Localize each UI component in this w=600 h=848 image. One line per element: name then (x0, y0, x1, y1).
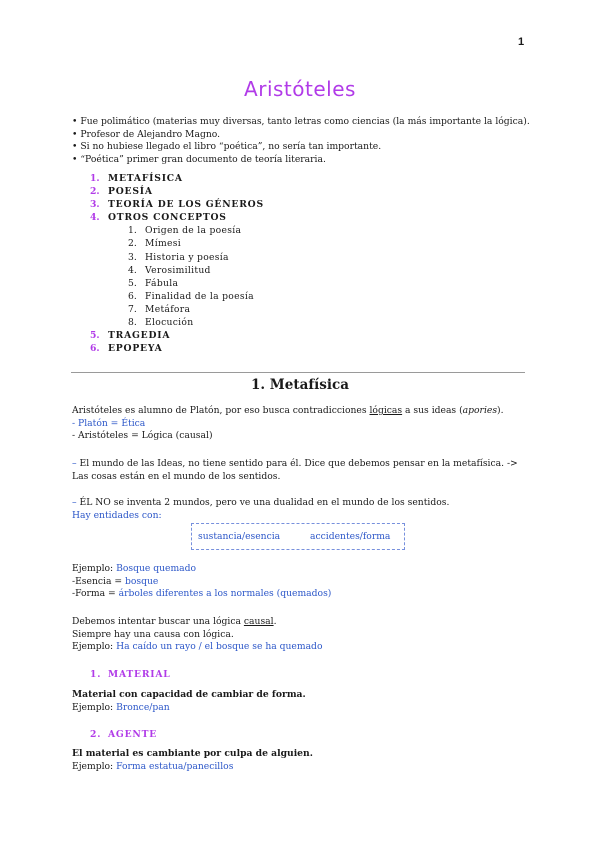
toc-number: 6. (90, 343, 100, 355)
forma-label: -Forma = (72, 588, 119, 600)
toc-sublabel: Verosimilitud (145, 264, 211, 276)
platon-value: Ética (121, 417, 146, 429)
esencia-value: bosque (124, 575, 159, 587)
toc-label: EPOPEYA (108, 343, 163, 355)
toc-subitem (90, 290, 264, 303)
bullet-item: • “Poética” primer gran documento de teoría literaria. (72, 154, 326, 166)
toc-subnumber: 7. (128, 303, 137, 315)
toc-sublabel: Mímesi (145, 238, 181, 250)
intro-text-b: a sus ideas ( (402, 405, 463, 416)
example-block (72, 563, 532, 601)
logic-text-a: Debemos intentar buscar una lógica (72, 616, 244, 627)
example-label: Ejemplo: (72, 701, 117, 713)
toc-sublabel: Origen de la poesía (145, 225, 242, 237)
toc-sublabel: Finalidad de la poesía (145, 290, 254, 302)
toc-subitem (90, 277, 264, 290)
toc-subnumber: 1. (128, 225, 137, 237)
logic-underlined: causal (243, 616, 274, 627)
toc-subnumber: 3. (128, 251, 137, 263)
aristoteles-line: - Aristóteles = Lógica (causal) (72, 430, 213, 442)
dash: – (72, 458, 77, 469)
table-of-contents (90, 172, 264, 355)
toc-label: TEORÍA DE LOS GÉNEROS (108, 199, 264, 211)
toc-subnumber: 6. (128, 290, 137, 302)
example-value: Ha caído un rayo / el bosque se ha quemado (116, 641, 323, 653)
toc-number: 4. (90, 212, 100, 224)
intro-text-c: ). (497, 405, 504, 416)
page-title: Aristóteles (244, 77, 356, 101)
intro-text-a: Aristóteles es alumno de Platón, por eso busca contradicciones (72, 405, 370, 416)
example-value: Bronce/pan (116, 701, 170, 713)
subheading-agente (90, 729, 157, 740)
intro-line (72, 405, 532, 418)
toc-subnumber: 2. (128, 238, 137, 250)
paragraph-text: ÉL NO se inventa 2 mundos, pero ve una dualidad en el mundo de los sentidos. (76, 497, 450, 508)
toc-item (90, 198, 264, 211)
toc-label: POESÍA (108, 186, 153, 198)
platon-line (72, 418, 532, 431)
toc-subitem (90, 251, 264, 264)
toc-item (90, 342, 264, 355)
section-divider (71, 372, 525, 373)
intro-bullets (72, 116, 530, 167)
subheading-number: 2. (90, 729, 102, 740)
entities-box (191, 523, 405, 550)
toc-item (90, 211, 264, 224)
agente-bold-line: El material es cambiante por culpa de alguien. (72, 748, 313, 759)
toc-subitem (90, 224, 264, 237)
bullet-item: • Profesor de Alejandro Magno. (72, 128, 221, 140)
paragraph-dualidad (72, 497, 532, 510)
logic-text-b: . (273, 616, 277, 627)
platon-label: - Platón = (72, 417, 122, 429)
example-value: Bosque quemado (116, 563, 197, 574)
box-left-text: sustancia/esencia (198, 531, 281, 542)
box-right-text: accidentes/forma (310, 531, 391, 542)
toc-label: TRAGEDIA (108, 330, 171, 342)
example-label: Ejemplo: (72, 760, 117, 772)
intro-italic: apories (462, 405, 498, 416)
bullet-item: • Fue polimático (materias muy diversas, tanto letras como ciencias (la más importante la lógica). (72, 116, 530, 127)
material-block (72, 689, 532, 714)
toc-subnumber: 5. (128, 277, 137, 289)
forma-line (72, 588, 532, 601)
toc-subitem (90, 316, 264, 329)
toc-number: 2. (90, 186, 100, 198)
toc-label: METAFÍSICA (108, 173, 183, 184)
subheading-label: AGENTE (108, 729, 158, 740)
toc-subitem (90, 303, 264, 316)
example-line-2 (72, 641, 532, 654)
toc-subnumber: 8. (128, 317, 137, 329)
toc-sublabel: Elocución (145, 317, 194, 329)
toc-number: 3. (90, 199, 100, 211)
material-example-line (72, 702, 532, 715)
agente-block (72, 748, 532, 773)
intro-underlined: lógicas (369, 405, 403, 416)
bullet-item: • Si no hubiese llegado el libro “poética”, no sería tan importante. (72, 141, 382, 153)
toc-number: 5. (90, 330, 100, 342)
subheading-number: 1. (90, 669, 102, 680)
subheading-label: MATERIAL (108, 669, 171, 680)
paragraph-text: El mundo de las Ideas, no tiene sentido para él. Dice que debemos pensar en la metafísica. -> Las cosas están en el mundo de los sentidos. (72, 458, 518, 482)
paragraph-ideas (72, 458, 532, 483)
toc-sublabel: Fábula (145, 277, 179, 289)
toc-number: 1. (90, 173, 100, 184)
toc-item (90, 329, 264, 342)
logic-line (72, 616, 532, 629)
toc-subnumber: 4. (128, 264, 137, 276)
dash: – (72, 497, 77, 508)
logic-line-2: Siempre hay una causa con lógica. (72, 628, 234, 640)
example-line (72, 563, 532, 576)
section-heading: 1. Metafísica (251, 377, 349, 393)
logic-block (72, 616, 532, 654)
agente-example-line (72, 761, 532, 774)
toc-item (90, 185, 264, 198)
example-label: Ejemplo: (72, 563, 117, 574)
material-bold-line: Material con capacidad de cambiar de forma. (72, 689, 306, 700)
example-label: Ejemplo: (72, 641, 117, 653)
toc-sublabel: Historia y poesía (145, 251, 229, 263)
example-value: Forma estatua/panecillos (116, 760, 234, 772)
entities-label: Hay entidades con: (72, 510, 162, 521)
subheading-material (90, 669, 171, 680)
intro-paragraph (72, 405, 532, 443)
esencia-label: -Esencia = (72, 575, 125, 587)
esencia-line (72, 576, 532, 589)
toc-item (90, 172, 264, 185)
forma-value: árboles diferentes a los normales (quemados) (118, 588, 332, 600)
toc-label: OTROS CONCEPTOS (108, 212, 227, 224)
toc-sublabel: Metáfora (145, 303, 191, 315)
page-number: 1 (518, 36, 525, 48)
toc-subitem (90, 264, 264, 277)
toc-subitem (90, 237, 264, 250)
